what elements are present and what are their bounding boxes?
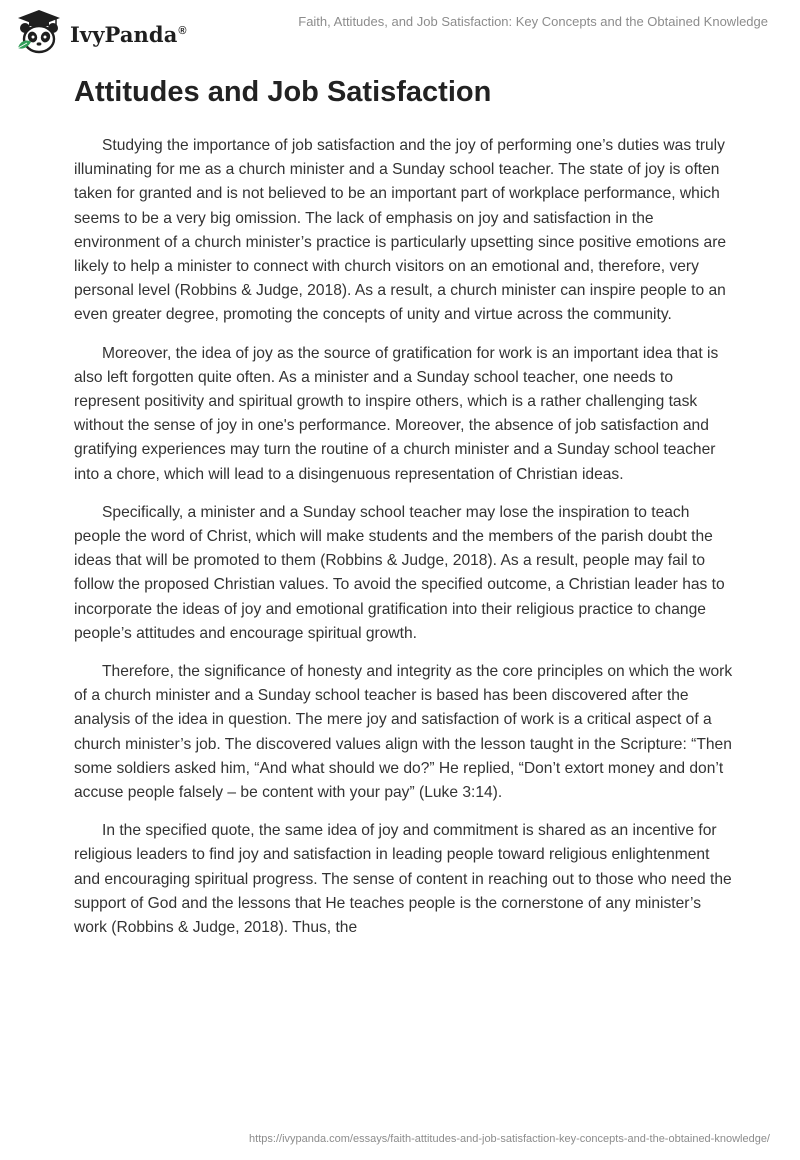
article-content <box>74 74 734 954</box>
paragraph-2: Moreover, the idea of joy as the source of gratification for work is an important idea that is also left forgotten quite often. As a minister and a Sunday school teacher, one needs to represent positivity and spiritual growth to inspire others, which is a rather challenging task without the sense of joy in one's performance. Moreover, the absence of job satisfaction and gratifying experiences may turn the routine of a church minister and a Sunday school teacher into a chore, which will lead to a disingenuous representation of Christian ideas. <box>74 344 719 483</box>
document-title: Faith, Attitudes, and Job Satisfaction: Key Concepts and the Obtained Knowledge <box>298 14 768 29</box>
paragraph-3: Specifically, a minister and a Sunday school teacher may lose the inspiration to teach people the word of Christ, which will make students and the members of the parish doubt the ideas that will be promoted to them (Robbins & Judge, 2018). As a result, people may fail to follow the proposed Christian values. To avoid the specified outcome, a Christian leader has to incorporate the ideas of joy and emotional gratification into their religious practice to change people’s attitudes and encourage spiritual growth. <box>74 503 725 642</box>
page-header <box>0 0 800 60</box>
paragraph-list <box>74 134 734 940</box>
ivypanda-logo[interactable] <box>14 8 187 56</box>
paragraph-4: Therefore, the significance of honesty and integrity as the core principles on which the work of a church minister and a Sunday school teacher is based has been discovered after the analysis of the idea in question. The mere joy and satisfaction of work is a critical aspect of a church minister’s job. The discovered values align with the lesson taught in the Scripture: “Then some soldiers asked him, “And what should we do?” He replied, “Don’t extort money and don’t accuse people falsely – be content with your pay” (Luke 3:14). <box>74 663 733 802</box>
brand-name-text: IvyPanda <box>70 21 178 47</box>
paragraph-1: Studying the importance of job satisfaction and the joy of performing one’s duties was truly illuminating for me as a church minister and a Sunday school teacher. The state of joy is often taken for granted and is not believed to be an important part of workplace performance, which seems to be a very big omission. The lack of emphasis on joy and satisfaction in the environment of a church minister’s practice is particularly upsetting since positive emotions are likely to help a minister to connect with church visitors on an emotional and, therefore, very personal level (Robbins & Judge, 2018). As a result, a church minister can inspire people to an even greater degree, promoting the concepts of unity and virtue across the community. <box>74 137 727 324</box>
registered-mark: ® <box>178 24 187 37</box>
paragraph-5: In the specified quote, the same idea of joy and commitment is shared as an incentive for religious leaders to find joy and satisfaction in leading people toward religious enlightenment and encouraging spiritual progress. The sense of content in reaching out to those who need the support of God and the lessons that He teaches people is the cornerstone of any minister’s work (Robbins & Judge, 2018). Thus, the <box>74 822 732 937</box>
section-heading: Attitudes and Job Satisfaction <box>74 76 492 108</box>
panda-logo-icon <box>14 8 64 56</box>
brand-name <box>70 22 187 47</box>
source-url[interactable]: https://ivypanda.com/essays/faith-attitudes-and-job-satisfaction-key-concepts-and-the-obtained-knowledge/ <box>249 1133 770 1145</box>
